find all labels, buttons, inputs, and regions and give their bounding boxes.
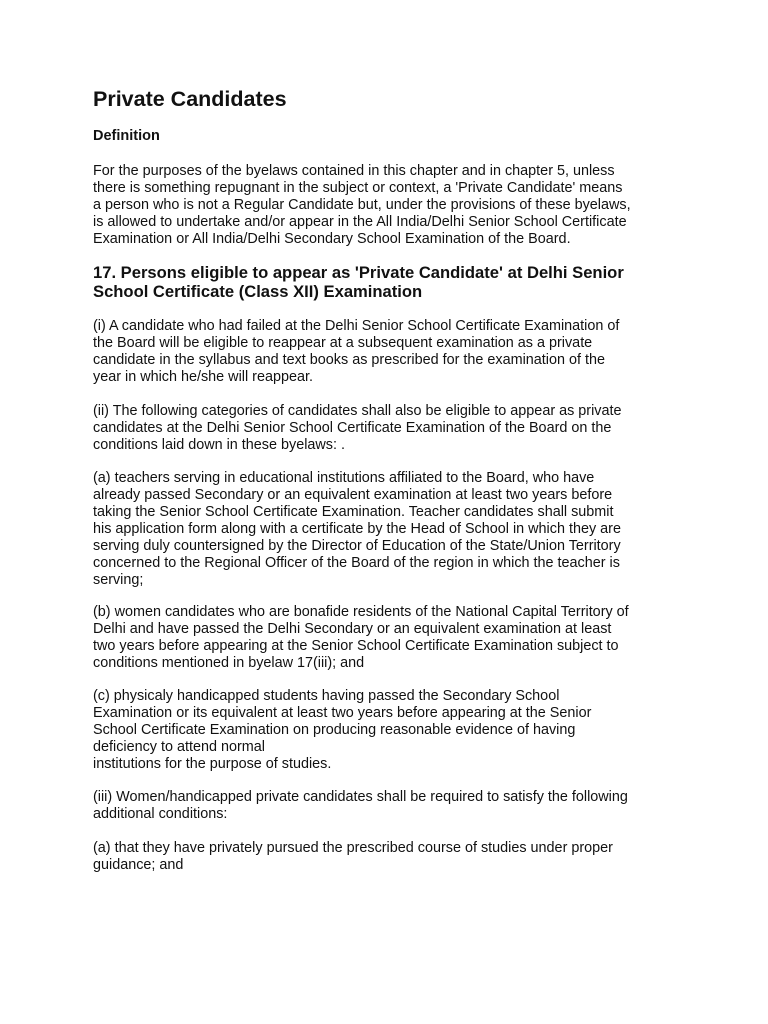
text-line: taking the Senior School Certificate Examination. Teacher candidates shall submit: [93, 504, 614, 520]
page-title: Private Candidates: [93, 87, 287, 111]
text-line: additional conditions:: [93, 806, 228, 822]
text-line: (ii) The following categories of candidates shall also be eligible to appear as private: [93, 403, 622, 419]
text-line: candidates at the Delhi Senior School Certificate Examination of the Board on the: [93, 420, 612, 436]
text-line: concerned to the Regional Officer of the Board of the region in which the teacher is: [93, 555, 620, 571]
text-line: (iii) Women/handicapped private candidates shall be required to satisfy the following: [93, 789, 628, 805]
text-line: conditions laid down in these byelaws: .: [93, 437, 345, 453]
para-i: [93, 318, 619, 386]
text-line: there is something repugnant in the subject or context, a 'Private Candidate' means: [93, 180, 623, 196]
text-line: Delhi and have passed the Delhi Secondary or an equivalent examination at least: [93, 621, 612, 637]
text-line: guidance; and: [93, 857, 184, 873]
text-line: serving;: [93, 572, 144, 588]
text-line: (b) women candidates who are bonafide residents of the National Capital Territory of: [93, 604, 629, 620]
text-line: the Board will be eligible to reappear at a subsequent examination as a private: [93, 335, 593, 351]
text-line: School Certificate (Class XII) Examination: [93, 282, 423, 301]
para-ii: [93, 403, 622, 454]
para-ii-c: [93, 688, 591, 773]
text-line: institutions for the purpose of studies.: [93, 756, 332, 772]
text-line: (a) teachers serving in educational institutions affiliated to the Board, who have: [93, 470, 595, 486]
text-line: School Certificate Examination on producing reasonable evidence of having: [93, 722, 576, 738]
text-line: candidate in the syllabus and text books as prescribed for the examination of the: [93, 352, 605, 368]
text-line: already passed Secondary or an equivalent examination at least two years before: [93, 487, 613, 503]
para-iii-a: [93, 840, 613, 874]
text-line: Examination or its equivalent at least two years before appearing at the Senior: [93, 705, 592, 721]
text-line: two years before appearing at the Senior School Certificate Examination subject to: [93, 638, 619, 654]
text-line: Examination or All India/Delhi Secondary School Examination of the Board.: [93, 231, 571, 247]
text-line: a person who is not a Regular Candidate but, under the provisions of these byelaws,: [93, 197, 631, 213]
text-line: (c) physicaly handicapped students having passed the Secondary School: [93, 688, 560, 704]
text-line: (a) that they have privately pursued the prescribed course of studies under proper: [93, 840, 613, 856]
text-line: conditions mentioned in byelaw 17(iii); and: [93, 655, 365, 671]
text-line: deficiency to attend normal: [93, 739, 265, 755]
text-line: (i) A candidate who had failed at the Delhi Senior School Certificate Examination of: [93, 318, 620, 334]
para-iii: [93, 789, 628, 823]
text-line: year in which he/she will reappear.: [93, 369, 313, 385]
text-line: his application form along with a certificate by the Head of School in which they are: [93, 521, 621, 537]
text-line: serving duly countersigned by the Director of Education of the State/Union Territory: [93, 538, 621, 554]
definition-heading: Definition: [93, 128, 160, 144]
section-17-heading: [93, 263, 624, 301]
para-ii-a: [93, 470, 621, 589]
definition-paragraph: [93, 163, 631, 248]
para-ii-b: [93, 604, 629, 672]
text-line: For the purposes of the byelaws contained in this chapter and in chapter 5, unless: [93, 163, 615, 179]
text-line: is allowed to undertake and/or appear in the All India/Delhi Senior School Certificate: [93, 214, 627, 230]
text-line: 17. Persons eligible to appear as 'Private Candidate' at Delhi Senior: [93, 263, 624, 282]
